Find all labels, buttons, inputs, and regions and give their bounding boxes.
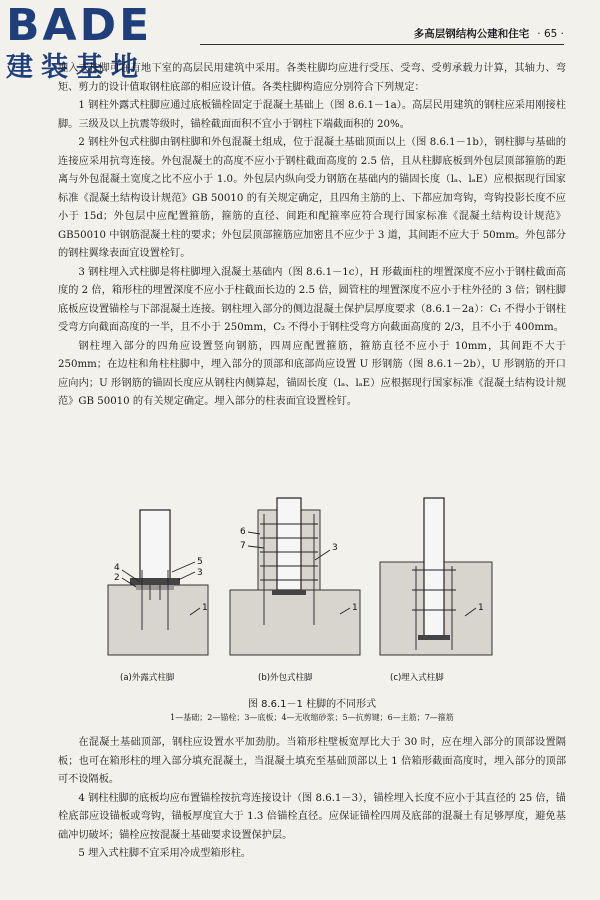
figure-a-exposed-base [108, 510, 208, 683]
label-3: 3 [197, 568, 203, 578]
label-3-b: 3 [332, 543, 338, 553]
header-rule [200, 44, 564, 45]
paragraph-embed-rebar: 钢柱埋入部分的四角应设置竖向钢筋，四周应配置箍筋，箍筋直径不应小于 10mm，其间距不大于 250mm；在边柱和角柱柱脚中，埋入部分的顶部和底部尚应设置 U 形钢筋（图 8.6.1－2b），U 形钢筋的开口应向内；U 形钢筋的锚固长度应从钢柱内侧算起，锚固长度（lₐ、lₐE）应根据现行国家标准《混凝土结构设计规范》GB 50010 的有关规定确定。埋入部分的柱表面宜设置栓钉。 [58, 340, 566, 407]
header-title: 多高层钢结构公建和住宅 [413, 28, 530, 40]
body-text-bottom [58, 734, 566, 864]
paragraph-item-5: 5 埋入式柱脚不宜采用冷成型箱形柱。 [78, 848, 252, 859]
paragraph-stiffener: 在混凝土基础顶部，钢柱应设置水平加劲肋。当箱形柱壁板宽厚比大于 30 时，应在埋入部分的顶部设置隔板；也可在箱形柱的埋入部分填充混凝土，当混凝土填充至基础顶部以上 1 倍箱形截面高度时，埋入部分的顶部可不设隔板。 [58, 737, 566, 785]
figure-b-encased-base [230, 498, 360, 683]
subcaption-b: (b)外包式柱脚 [258, 673, 313, 683]
label-2: 2 [114, 573, 120, 583]
running-header [250, 26, 564, 41]
paragraph-item-2: 2 钢柱外包式柱脚由钢柱脚和外包混凝土组成，位于混凝土基础顶面以上（图 8.6.1－1b），钢柱脚与基础的连接应采用抗弯连接。外包混凝土的高度不应小于钢柱截面高度的 2.5 倍，且从柱脚底板到外包层顶部箍筋的距离与外包混凝土宽度之比不应小于 1.0。外包层内纵向受力钢筋在基础内的锚固长度（lₐ、lₐE）应根据现行国家标准《混凝土结构设计规范》GB 50010 的有关规定确定，且四角主筋的上、下都应加弯钩，弯钩投影长度不应小于 15d；外包层中应配置箍筋，箍筋的直径、间距和配箍率应符合现行国家标准《混凝土结构设计规范》GB50010 中钢筋混凝土柱的要求；外包层顶部箍筋应加密且不应少于 3 道，其间距不应大于 50mm。外包部分的钢柱翼缘表面宜设置栓钉。 [58, 137, 566, 259]
paragraph-item-3: 3 钢柱埋入式柱脚是将柱脚埋入混凝土基础内（图 8.6.1－1c），H 形截面柱的埋置深度不应小于钢柱截面高度的 2 倍，箱形柱的埋置深度不应小于柱截面长边的 2.5 倍，圆管柱的埋置深度不应小于柱外径的 3 倍；钢柱脚底板应设置锚栓与下部混凝土连接。钢柱埋入部分的侧边混凝土保护层厚度要求（8.6.1－2a）：C₁ 不得小于钢柱受弯方向截面高度的一半，且不小于 250mm，C₂ 不得小于钢柱受弯方向截面高度的 2/3，且不小于 400mm。 [58, 266, 566, 333]
label-1: 1 [202, 603, 208, 613]
page-number: · 65 · [537, 28, 564, 40]
subcaption-c: (c)埋入式柱脚 [390, 673, 444, 683]
logo-subtitle: 建装基地 [6, 52, 146, 83]
paragraph-item-4: 4 钢柱柱脚的底板均应布置锚栓按抗弯连接设计（图 8.6.1－3），锚栓埋入长度不应小于其直径的 25 倍，锚栓底部应设锚板或弯钩，锚板厚度宜大于 1.3 倍锚栓直径。应保证锚栓四周及底部的混凝土有足够厚度，避免基础冲切破坏；锚栓应按混凝土基础要求设置保护层。 [58, 792, 566, 841]
label-6: 6 [240, 527, 246, 537]
label-7: 7 [240, 541, 246, 551]
paragraph-item-1: 1 钢柱外露式柱脚应通过底板锚栓固定于混凝土基础上（图 8.6.1－1a）。高层民用建筑的钢柱应采用刚接柱脚。三级及以上抗震等级时，锚栓截面面积不宜小于钢柱下端截面积的 20%。 [58, 100, 566, 130]
logo-brand: BADE [6, 0, 153, 51]
paragraph-intro: 埋入式柱脚可在有地下室的高层民用建筑中采用。各类柱脚均应进行受压、受弯、受剪承载力计算，其轴力、弯矩、剪力的设计值取钢柱底部的相应设计值。各类柱脚构造应分别符合下列规定： [58, 63, 566, 93]
figure-caption: 图 8.6.1－1 柱脚的不同形式 [247, 699, 377, 710]
column-base-figure [100, 490, 500, 690]
figure-c-embedded-base [380, 498, 492, 683]
body-text-top [58, 60, 566, 412]
label-1-b: 1 [352, 603, 358, 613]
figure-legend: 1—基础；2—锚栓；3—底板；4—无收缩砂浆；5—抗剪键；6—主筋；7—箍筋 [170, 713, 454, 722]
label-5: 5 [197, 557, 203, 567]
label-1-c: 1 [478, 603, 484, 613]
subcaption-a: (a)外露式柱脚 [120, 673, 175, 683]
label-4: 4 [114, 563, 120, 573]
